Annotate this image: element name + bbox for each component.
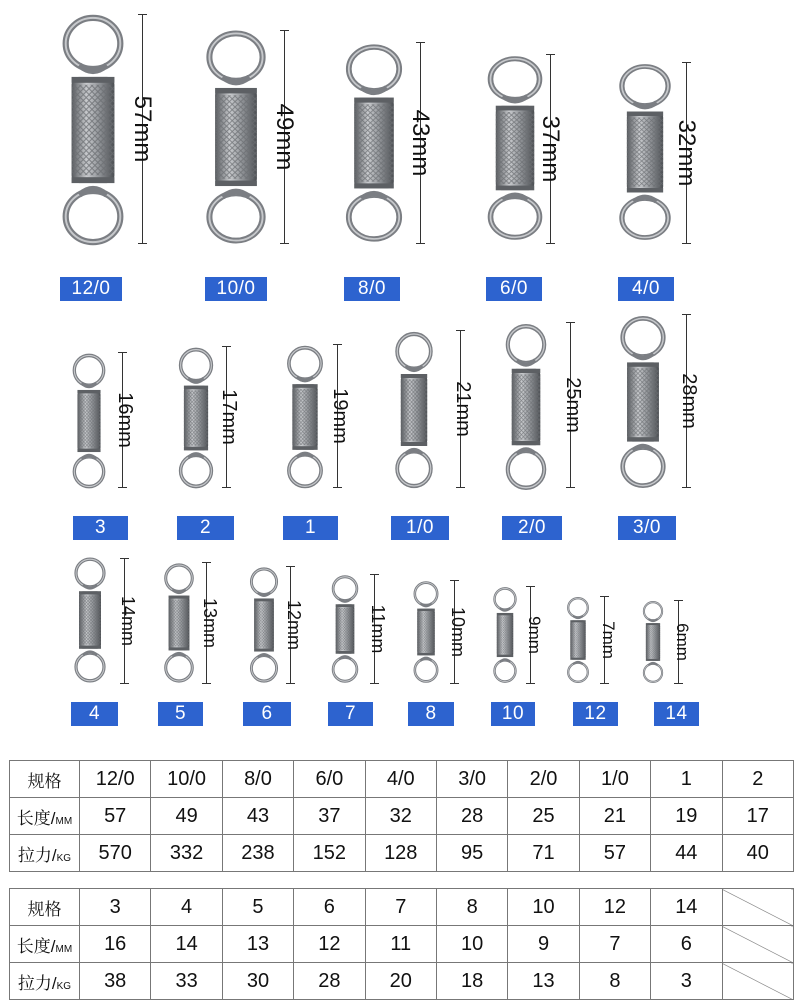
dimension-cap [202,683,211,684]
length-label: 12mm [284,599,304,651]
table-cell: 8/0 [222,761,293,798]
dimension-cap [280,243,289,244]
length-label: 11mm [368,604,388,654]
dimension-cap [682,243,691,244]
dimension-cap [222,487,231,488]
table-cell: 3 [651,963,722,1000]
size-badge: 8/0 [344,277,400,301]
spec-table [9,760,794,872]
size-badge: 6 [243,702,291,726]
size-badge: 3/0 [618,516,676,540]
table-cell: 8 [436,889,507,926]
table-cell: 152 [294,835,365,872]
dimension-cap [456,330,465,331]
table-row [10,761,794,798]
table-row [10,963,794,1000]
spec-table [9,888,794,1000]
table-cell: 12 [579,889,650,926]
size-badge: 4/0 [618,277,674,301]
table-cell: 32 [365,798,436,835]
table-cell: 28 [294,963,365,1000]
table-cell: 38 [80,963,151,1000]
dimension-cap [286,566,295,567]
dimension-cap [600,683,609,684]
dimension-cap [138,243,147,244]
swivel-image [160,562,198,689]
table-cell: 21 [579,798,650,835]
table-cell: 17 [722,798,793,835]
table-cell: 16 [80,926,151,963]
dimension-cap [202,562,211,563]
table-cell: 57 [579,835,650,872]
size-badge: 1/0 [391,516,449,540]
dimension-cap [333,487,342,488]
table-cell: 13 [222,926,293,963]
length-label: 49mm [271,103,298,171]
swivel-image [338,42,410,249]
table-cell: 238 [222,835,293,872]
table-row [10,889,794,926]
table-cell: 14 [651,889,722,926]
dimension-cap [450,683,459,684]
size-badge: 8 [408,702,454,726]
swivel-image [198,28,274,251]
table-cell: 14 [151,926,222,963]
table-cell: 40 [722,835,793,872]
table-cell: 71 [508,835,579,872]
length-label: 37mm [537,115,564,183]
table-cell: 3 [80,889,151,926]
table-cell: 12 [294,926,365,963]
table-cell: 7 [365,889,436,926]
table-cell: 128 [365,835,436,872]
dimension-cap [546,243,555,244]
table-cell: 18 [436,963,507,1000]
table-cell: 10/0 [151,761,222,798]
swivel-image [490,586,520,689]
length-label: 32mm [673,119,700,187]
table-row [10,926,794,963]
length-label: 6mm [673,623,692,661]
size-badge: 7 [328,702,373,726]
table-cell: 5 [222,889,293,926]
dimension-cap [526,586,535,587]
row-label: 规格 [27,899,62,919]
table-cell: 9 [508,926,579,963]
size-badge: 5 [158,702,203,726]
size-badge: 2 [177,516,234,540]
size-badge: 12 [573,702,618,726]
dimension-cap [120,683,129,684]
dimension-cap [280,30,289,31]
row-header [10,926,80,963]
table-cell: 43 [222,798,293,835]
row-unit: KG [56,980,72,992]
length-label: 21mm [452,381,474,437]
dimension-cap [118,487,127,488]
length-label: 19mm [329,388,351,444]
dimension-cap [370,574,379,575]
size-badge: 3 [73,516,128,540]
table-cell: 1/0 [579,761,650,798]
table-cell: 2 [722,761,793,798]
row-label: 拉力/ [17,973,57,993]
dimension-cap [120,558,129,559]
dimension-cap [546,54,555,55]
length-label: 9mm [525,616,544,654]
table-row [10,835,794,872]
row-header [10,835,80,872]
swivel-image [564,596,592,689]
swivel-image [68,352,110,495]
dimension-cap [416,42,425,43]
table-cell: 28 [436,798,507,835]
swivel-image [174,346,218,495]
table-cell: 4 [151,889,222,926]
row-label: 长度/ [16,808,56,828]
size-badge: 2/0 [502,516,562,540]
swivel-image [500,322,552,497]
table-cell: 6/0 [294,761,365,798]
dimension-cap [674,600,683,601]
dimension-cap [333,344,342,345]
row-header [10,889,80,926]
length-label: 25mm [562,377,584,433]
swivel-image [282,344,328,495]
dimension-cap [682,314,691,315]
swivel-image [70,556,110,689]
swivel-image [640,600,666,689]
size-badge: 4 [71,702,118,726]
dimension-cap [370,683,379,684]
table-cell: 4/0 [365,761,436,798]
dimension-cap [600,596,609,597]
dimension-cap [450,580,459,581]
table-cell: 332 [151,835,222,872]
table-cell: 8 [579,963,650,1000]
table-cell: 6 [651,926,722,963]
dimension-cap [286,683,295,684]
table-cell: 12/0 [80,761,151,798]
length-label: 10mm [448,606,468,658]
length-label: 14mm [118,595,138,647]
length-label: 57mm [129,95,156,163]
table-cell: 7 [579,926,650,963]
row-label: 长度/ [16,936,56,956]
table-cell: 13 [508,963,579,1000]
empty-cell [722,926,793,963]
table-cell: 6 [294,889,365,926]
swivel-image [612,62,678,247]
row-unit: KG [56,852,72,864]
row-header [10,798,80,835]
size-badge: 10/0 [205,277,267,301]
size-badge: 14 [654,702,699,726]
table-cell: 1 [651,761,722,798]
dimension-cap [682,487,691,488]
table-cell: 95 [436,835,507,872]
dimension-cap [674,683,683,684]
size-badge: 12/0 [60,277,122,301]
table-cell: 49 [151,798,222,835]
dimension-cap [566,487,575,488]
row-label: 拉力/ [17,845,57,865]
row-label: 规格 [27,771,62,791]
length-label: 17mm [218,389,240,445]
table-cell: 3/0 [436,761,507,798]
empty-cell [722,889,793,926]
table-cell: 30 [222,963,293,1000]
row-header [10,761,80,798]
size-badge: 1 [283,516,338,540]
table-cell: 25 [508,798,579,835]
dimension-cap [526,683,535,684]
table-cell: 57 [80,798,151,835]
length-label: 16mm [114,392,136,448]
swivel-image [328,574,362,689]
table-cell: 2/0 [508,761,579,798]
table-cell: 37 [294,798,365,835]
length-label: 13mm [200,597,220,649]
row-unit: MM [55,943,73,955]
table-cell: 10 [508,889,579,926]
size-badge: 6/0 [486,277,542,301]
length-label: 43mm [407,109,434,177]
dimension-cap [456,487,465,488]
table-cell: 33 [151,963,222,1000]
swivel-image [54,12,132,253]
swivel-image [390,330,438,495]
swivel-image [246,566,282,689]
length-label: 28mm [678,373,700,429]
table-row [10,798,794,835]
row-header [10,963,80,1000]
dimension-cap [566,322,575,323]
table-cell: 20 [365,963,436,1000]
dimension-cap [118,352,127,353]
table-cell: 570 [80,835,151,872]
table-cell: 11 [365,926,436,963]
table-cell: 44 [651,835,722,872]
table-cell: 19 [651,798,722,835]
dimension-cap [682,62,691,63]
swivel-image [614,314,672,495]
length-label: 7mm [599,621,618,659]
dimension-cap [416,243,425,244]
table-cell: 10 [436,926,507,963]
dimension-cap [138,14,147,15]
swivel-image [410,580,442,689]
row-unit: MM [55,815,73,827]
size-badge: 10 [491,702,535,726]
dimension-cap [222,346,231,347]
empty-cell [722,963,793,1000]
